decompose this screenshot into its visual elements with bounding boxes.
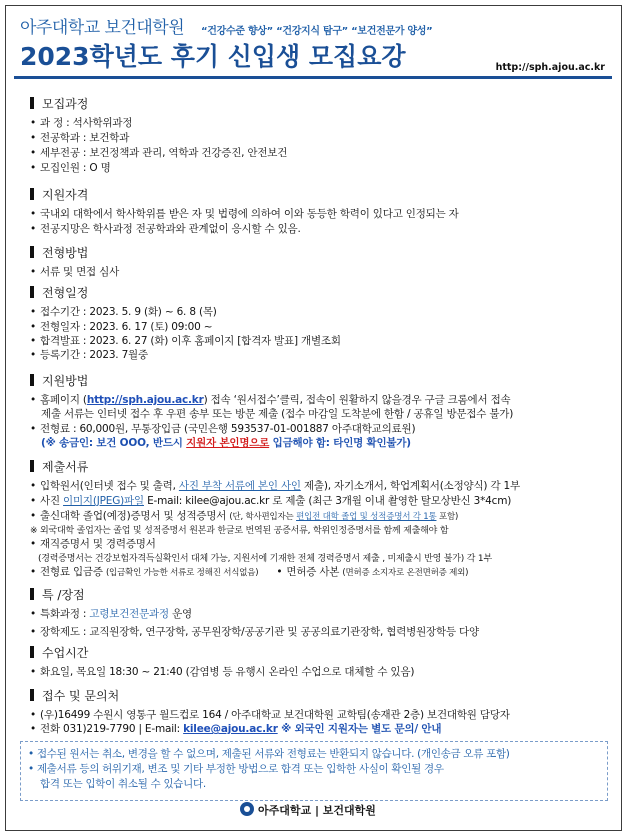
section-bar-icon xyxy=(30,689,34,701)
section-benefits-heading: 특 /장점 xyxy=(30,586,85,603)
schedule-line-1: • 접수기간 : 2023. 5. 9 (화) ~ 6. 8 (목) xyxy=(30,306,217,318)
apply-line-2: 제출 서류는 인터넷 접수 후 우편 송부 또는 방문 제출 (접수 마감일 도착분에 한함 / 공휴일 방문접수 불가) xyxy=(41,408,514,420)
apply-line-4: (※ 송금인: 보건 OOO, 반드시 지원자 본인명으로 입금해야 함: 타인명 확인불가) xyxy=(41,437,411,449)
section-class-heading: 수업시간 xyxy=(30,644,88,661)
apply-line-1: • 홈페이지 (http://sph.ajou.ac.kr) 접속 ‘원서접수’클릭, 접속이 원활하지 않을경우 구글 크롬에서 접속 xyxy=(30,394,511,406)
qualification-line-1: • 국내외 대학에서 학사학위를 받은 자 및 법령에 의하여 이와 동등한 학력이 있다고 인정되는 자 xyxy=(30,208,459,220)
docs-line-4: ※ 외국대학 졸업자는 졸업 및 성적증명서 원본과 한글로 번역된 공증서류, 학위인정증명서를 함께 제출해야 함 xyxy=(30,526,449,536)
section-contact-heading: 접수 및 문의처 xyxy=(30,687,119,704)
benefits-line-1: • 특화과정 : 고령보건전문과정 운영 xyxy=(30,608,192,620)
section-bar-icon xyxy=(30,646,34,658)
page-title: 2023학년도 후기 신입생 모집요강 xyxy=(20,42,406,71)
course-line-3: • 세부전공 : 보건정책과 관리, 역학과 건강증진, 안전보건 xyxy=(30,147,288,159)
course-line-1: • 과 정 : 석사학위과정 xyxy=(30,117,133,129)
section-apply-heading: 지원방법 xyxy=(30,372,88,389)
schedule-line-2: • 전형일자 : 2023. 6. 17 (토) 09:00 ~ xyxy=(30,321,213,333)
docs-line-1: • 입학원서(인터넷 접수 및 출력, 사진 부착 서류에 본인 사인 제출), 자기소개서, 학업계획서(소정양식) 각 1부 xyxy=(30,480,520,492)
section-method-heading: 전형방법 xyxy=(30,244,88,261)
slogan: “건강수준 향상” “건강지식 탐구” “보건전문가 양성” xyxy=(201,26,433,37)
notice-line-1: • 접수된 원서는 취소, 변경을 할 수 없으며, 제출된 서류와 전형료는 반환되지 않습니다. (개인송금 오류 포함) xyxy=(28,748,510,760)
section-bar-icon xyxy=(30,246,34,258)
homepage-link[interactable]: http://sph.ajou.ac.kr xyxy=(86,394,204,406)
docs-line-5: • 재직증명서 및 경력증명서 xyxy=(30,538,156,550)
section-docs-heading: 제출서류 xyxy=(30,458,88,475)
notice-line-2: • 제출서류 등의 허위기재, 변조 및 기타 부정한 방법으로 합격 또는 입학한 사실이 확인될 경우 xyxy=(28,763,444,775)
section-bar-icon xyxy=(30,460,34,472)
qualification-line-2: • 전공지망은 학사과정 전공학과와 관계없이 응시할 수 있음. xyxy=(30,223,301,235)
notice-line-3: 합격 또는 입학이 취소될 수 있습니다. xyxy=(40,778,206,790)
docs-line-6: (경력증명서는 건강보험자격득실확인서 대체 가능, 지원서에 기재한 전체 경력증명서 제출 , 미제출시 반영 불가) 각 1부 xyxy=(38,554,492,564)
title-divider xyxy=(14,76,612,79)
apply-line-3: • 전형료 : 60,000원, 무통장입금 (국민은행 593537-01-001887 아주대학교의료원) xyxy=(30,423,416,435)
benefits-line-2: • 장학제도 : 교직원장학, 연구장학, 공무원장학/공공기관 및 공공의료기관장학, 협력병원장학등 다양 xyxy=(30,626,479,638)
section-bar-icon xyxy=(30,588,34,600)
contact-line-1: • (우)16499 수원시 영통구 월드컵로 164 / 아주대학교 보건대학원 교학팀(송재관 2층) 보건대학원 담당자 xyxy=(30,709,510,721)
school-name: 아주대학교 보건대학원 xyxy=(20,18,185,38)
section-bar-icon xyxy=(30,286,34,298)
class-line-1: • 화요일, 목요일 18:30 ~ 21:40 (감염병 등 유행시 온라인 수업으로 대체할 수 있음) xyxy=(30,666,415,678)
footer-university-name: 아주대학교 | 보건대학원 xyxy=(258,804,376,817)
course-line-2: • 전공학과 : 보건학과 xyxy=(30,132,130,144)
docs-line-2: • 사진 이미지(JPEG)파일 E-mail: kilee@ajou.ac.kr 로 제출 (최근 3개월 이내 촬영한 탈모상반신 3*4cm) xyxy=(30,495,512,507)
university-logo-icon xyxy=(240,802,254,816)
section-bar-icon xyxy=(30,374,34,386)
section-schedule-heading: 전형일정 xyxy=(30,284,88,301)
course-line-4: • 모집인원 : O 명 xyxy=(30,162,111,174)
website-url: http://sph.ajou.ac.kr xyxy=(495,62,605,73)
section-course-heading: 모집과정 xyxy=(30,95,88,112)
contact-line-2: • 전화 031)219-7790 | E-mail: kilee@ajou.ac.kr ※ 외국인 지원자는 별도 문의/ 안내 xyxy=(30,723,442,735)
section-bar-icon xyxy=(30,97,34,109)
section-bar-icon xyxy=(30,188,34,200)
section-qualification-heading: 지원자격 xyxy=(30,186,88,203)
schedule-line-3: • 합격발표 : 2023. 6. 27 (화) 이후 홈페이지 [합격자 발표] 개별조회 xyxy=(30,335,341,347)
schedule-line-4: • 등록기간 : 2023. 7월중 xyxy=(30,349,148,361)
docs-line-7: • 전형료 입금증 (입금확인 가능한 서류로 정해진 서식없음) • 면허증 사본 (면허증 소지자로 온전면허증 제외) xyxy=(30,566,469,578)
method-line-1: • 서류 및 면접 심사 xyxy=(30,266,120,278)
email-link[interactable]: kilee@ajou.ac.kr xyxy=(183,723,278,735)
docs-line-3: • 출신대학 졸업(예정)증명서 및 성적증명서 (단, 학사편입자는 편입전 대학 졸업 및 성적증명서 각 1통 포함) xyxy=(30,510,459,522)
